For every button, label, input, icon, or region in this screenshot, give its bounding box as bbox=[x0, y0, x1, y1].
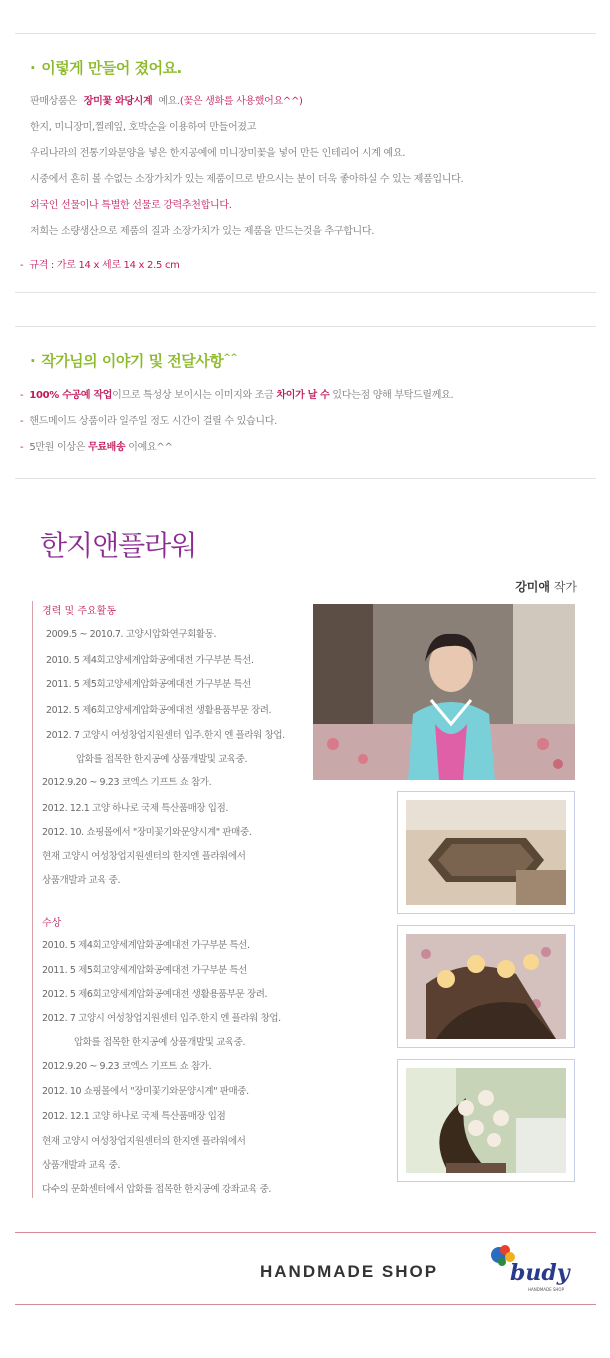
product-photo-3 bbox=[406, 1068, 566, 1173]
section1-line4: 시중에서 흔히 볼 수없는 소장가치가 있는 제품이므로 받으시는 분이 더욱 좋아하실 수 있는 제품입니다. bbox=[30, 174, 464, 185]
award-item: 2011. 5 제5회고양세계압화공예대전 가구부분 특선 bbox=[42, 965, 247, 976]
career-item: 2012. 7 고양시 여성창업지원센터 입주.한지 엔 플라워 창업. bbox=[46, 730, 285, 741]
notice-item-3: - 5만원 이상은 무료배송 이예요^^ bbox=[20, 442, 173, 453]
notice-item-2: - 핸드메이드 상품이라 일주일 정도 시간이 걸릴 수 있습니다. bbox=[20, 416, 277, 427]
notice-item-1: - 100% 수공예 작업이므로 특성상 보이시는 이미지와 조금 차이가 날 수 있다는점 양해 부탁드릴께요. bbox=[20, 390, 454, 401]
timeline-bar bbox=[32, 601, 33, 1198]
awards-heading: 수상 bbox=[42, 918, 62, 929]
section2-top-divider bbox=[15, 326, 596, 327]
budy-logo-subtext: HANDMADE SHOP bbox=[528, 1287, 564, 1292]
artist-name: 강미애 작가 bbox=[515, 580, 577, 594]
budy-logo[interactable] bbox=[488, 1244, 588, 1294]
section2-divider bbox=[15, 478, 596, 479]
section1-line6: 저희는 소량생산으로 제품의 질과 소장가치가 있는 제품을 만드는것을 추구합니다. bbox=[30, 226, 375, 237]
award-item: 2012. 5 제6회고양세계압화공예대전 생활용품부문 장려. bbox=[42, 989, 268, 1000]
budy-logo-text: budy bbox=[510, 1260, 570, 1286]
award-item: 현재 고양시 여성창업지원센터의 한지엔 플라워에서 bbox=[42, 1136, 246, 1147]
career-item: 2012. 5 제6회고양세계압화공예대전 생활용품부문 장려. bbox=[46, 705, 272, 716]
brand-title: 한지앤플라워 bbox=[40, 529, 197, 562]
section1-divider bbox=[15, 292, 596, 293]
budy-logo-icon bbox=[488, 1244, 588, 1294]
career-item: 2012.9.20 ~ 9.23 코엑스 기프트 쇼 참가. bbox=[42, 777, 212, 788]
career-item: 2011. 5 제5회고양세계압화공예대전 가구부분 특선 bbox=[46, 679, 251, 690]
product-photo-1 bbox=[406, 800, 566, 905]
career-item: 2010. 5 제4회고양세계압화공예대전 가구부분 특선. bbox=[46, 655, 254, 666]
career-item: 2009.5 ~ 2010.7. 고양시압화연구회활동. bbox=[46, 629, 217, 640]
artist-photo bbox=[313, 604, 575, 780]
section1-recommend: 외국인 선물이나 특별한 선물로 강력추천합니다. bbox=[30, 200, 232, 211]
product-photo-frame-3 bbox=[397, 1059, 575, 1182]
footer-top-line bbox=[15, 1232, 596, 1233]
section1-line1: 판매상품은 장미꽃 와당시계 예요.(꽃은 생화를 사용했어요^^) bbox=[30, 96, 303, 107]
award-item: 2012. 7 고양시 여성창업지원센터 입주.한지 엔 플라워 창업. bbox=[42, 1013, 281, 1024]
section1-title: · 이렇게 만들어 졌어요. bbox=[30, 59, 182, 77]
award-item: 다수의 문화센터에서 압화를 접목한 한지공예 강좌교육 중. bbox=[42, 1184, 271, 1195]
footer-bottom-line bbox=[15, 1304, 596, 1305]
spec-line: - 규격 : 가로 14 x 세로 14 x 2.5 cm bbox=[20, 260, 180, 271]
product-photo-frame-2 bbox=[397, 925, 575, 1048]
section1-line2: 한지, 미니장미,찔레잎, 호박순을 이용하여 만들어졌고 bbox=[30, 122, 257, 133]
section2-title: · 작가님의 이야기 및 전달사항^^ bbox=[30, 352, 238, 370]
career-item: 2012. 10. 쇼핑몰에서 "장미꽃기와문양시계" 판매중. bbox=[42, 827, 252, 838]
artist-photo-illustration bbox=[313, 604, 575, 780]
award-item: 압화를 접목한 한지공예 상품개발및 교육중. bbox=[74, 1037, 246, 1048]
top-divider bbox=[15, 33, 596, 34]
career-item: 압화를 접목한 한지공예 상품개발및 교육중. bbox=[76, 754, 248, 765]
award-item: 2010. 5 제4회고양세계압화공예대전 가구부분 특선. bbox=[42, 940, 250, 951]
award-item: 2012.9.20 ~ 9.23 코엑스 기프트 쇼 참가. bbox=[42, 1061, 212, 1072]
product-photo-2 bbox=[406, 934, 566, 1039]
handmade-shop-label: HANDMADE SHOP bbox=[260, 1262, 439, 1281]
award-item: 2012. 10 쇼핑몰에서 "장미꽃기와문양시계" 판매중. bbox=[42, 1086, 249, 1097]
section1-line3: 우리나라의 전통기와문양을 넣은 한지공예에 미니장미꽃을 넣어 만든 인테리어 시계 예요. bbox=[30, 148, 406, 159]
career-item: 2012. 12.1 고양 하나로 국제 특산품매장 입점. bbox=[42, 803, 228, 814]
award-item: 상품개발과 교육 중. bbox=[42, 1160, 121, 1171]
career-item: 현재 고양시 여성창업지원센터의 한지엔 플라워에서 bbox=[42, 851, 246, 862]
career-heading: 경력 및 주요활동 bbox=[42, 606, 116, 617]
award-item: 2012. 12.1 고양 하나로 국제 특산품매장 입점 bbox=[42, 1111, 226, 1122]
career-item: 상품개발과 교육 중. bbox=[42, 875, 121, 886]
product-photo-frame-1 bbox=[397, 791, 575, 914]
